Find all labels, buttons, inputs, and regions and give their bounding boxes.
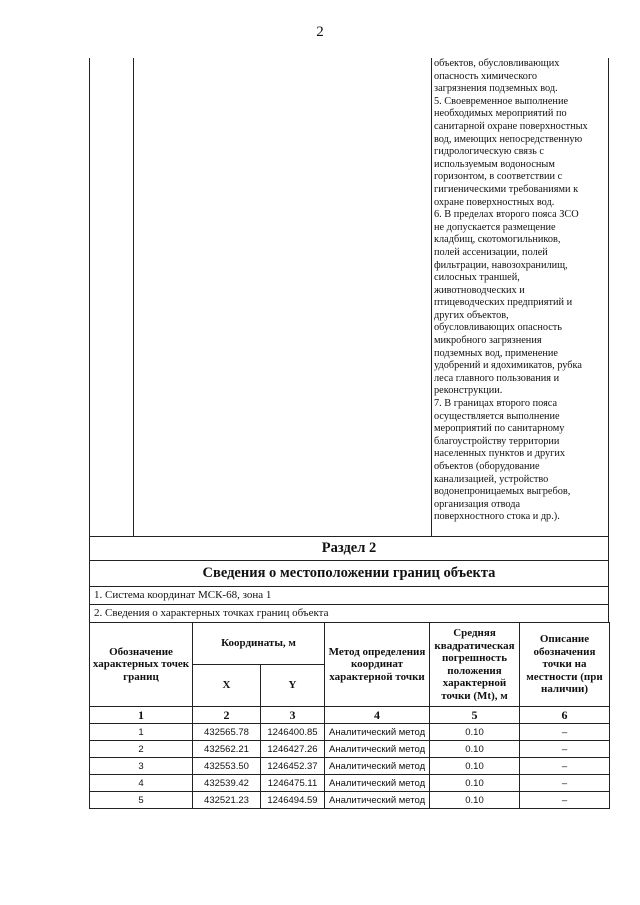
section-title: Раздел 2 xyxy=(89,536,609,561)
page-number: 2 xyxy=(316,24,324,40)
column-divider-1 xyxy=(133,58,134,536)
table-row xyxy=(90,741,610,758)
points-heading-line: 2. Сведения о характерных точках границ объекта xyxy=(89,604,609,623)
header-accuracy: Средняя квадратическая погрешность положения характерной точки (Mt), м xyxy=(430,623,520,707)
method: Аналитический метод xyxy=(325,775,430,792)
column-number: 6 xyxy=(520,707,610,724)
coord-x: 432521.23 xyxy=(193,792,261,809)
description: – xyxy=(520,792,610,809)
coordinates-table xyxy=(89,622,610,809)
method: Аналитический метод xyxy=(325,724,430,741)
coord-x: 432539.42 xyxy=(193,775,261,792)
table-row xyxy=(90,724,610,741)
header-y: Y xyxy=(261,665,325,707)
coord-x: 432565.78 xyxy=(193,724,261,741)
accuracy: 0.10 xyxy=(430,758,520,775)
accuracy: 0.10 xyxy=(430,775,520,792)
coord-x: 432553.50 xyxy=(193,758,261,775)
coordinate-system-line: 1. Система координат МСК-68, зона 1 xyxy=(89,586,609,605)
point-number: 3 xyxy=(90,758,193,775)
description: – xyxy=(520,741,610,758)
restrictions-text-cell xyxy=(434,58,606,524)
restriction-paragraph: 5. Своевременное выполнение необходимых мероприятий по санитарной охране поверхностных вод, имеющих непосредственную гидрологическую связь с используемым водоносным горизонтом, в соответствии с гигиеническими требованиями к охране поверхностных вод. xyxy=(434,95,588,208)
coord-y: 1246452.37 xyxy=(261,758,325,775)
method: Аналитический метод xyxy=(325,758,430,775)
table-row xyxy=(90,792,610,809)
method: Аналитический метод xyxy=(325,741,430,758)
column-number: 2 xyxy=(193,707,261,724)
restriction-paragraph: объектов, обусловливающих опасность химического загрязнения подземных вод. xyxy=(434,58,560,95)
method: Аналитический метод xyxy=(325,792,430,809)
coord-y: 1246400.85 xyxy=(261,724,325,741)
description: – xyxy=(520,758,610,775)
section-subtitle: Сведения о местоположении границ объекта xyxy=(89,560,609,587)
table-row xyxy=(90,758,610,775)
accuracy: 0.10 xyxy=(430,792,520,809)
point-number: 4 xyxy=(90,775,193,792)
description: – xyxy=(520,775,610,792)
point-number: 5 xyxy=(90,792,193,809)
coord-y: 1246494.59 xyxy=(261,792,325,809)
header-x: X xyxy=(193,665,261,707)
coord-y: 1246427.26 xyxy=(261,741,325,758)
accuracy: 0.10 xyxy=(430,741,520,758)
point-number: 2 xyxy=(90,741,193,758)
point-number: 1 xyxy=(90,724,193,741)
restriction-paragraph: 7. В границах второго пояса осуществляется выполнение мероприятий по санитарному благоустройству территории населенных пунктов и других объектов (оборудование канализацией, устройство водонепроницаемых выгребов, организация отвода поверхностного стока и др.). xyxy=(434,398,571,523)
coord-y: 1246475.11 xyxy=(261,775,325,792)
column-number: 3 xyxy=(261,707,325,724)
coord-x: 432562.21 xyxy=(193,741,261,758)
description: – xyxy=(520,724,610,741)
restrictions-table-continuation xyxy=(89,58,609,536)
header-description: Описание обозначения точки на местности (при наличии) xyxy=(520,623,610,707)
header-coordinates: Координаты, м xyxy=(193,623,325,665)
column-number: 5 xyxy=(430,707,520,724)
restriction-paragraph: 6. В пределах второго пояса ЗСО не допускается размещение кладбищ, скотомогильников, полей ассенизации, полей фильтрации, навозохранилищ, силосных траншей, животноводческих и птицеводческих предприятий и других объектов, обусловливающих опасность микробного загрязнения подземных вод, применение удобрений и ядохимикатов, рубка леса главного пользования и реконструкции. xyxy=(434,209,582,397)
column-number: 4 xyxy=(325,707,430,724)
column-number: 1 xyxy=(90,707,193,724)
table-row xyxy=(90,775,610,792)
header-method: Метод определения координат характерной точки xyxy=(325,623,430,707)
column-divider-2 xyxy=(431,58,432,536)
header-point: Обозначение характерных точек границ xyxy=(90,623,193,707)
accuracy: 0.10 xyxy=(430,724,520,741)
